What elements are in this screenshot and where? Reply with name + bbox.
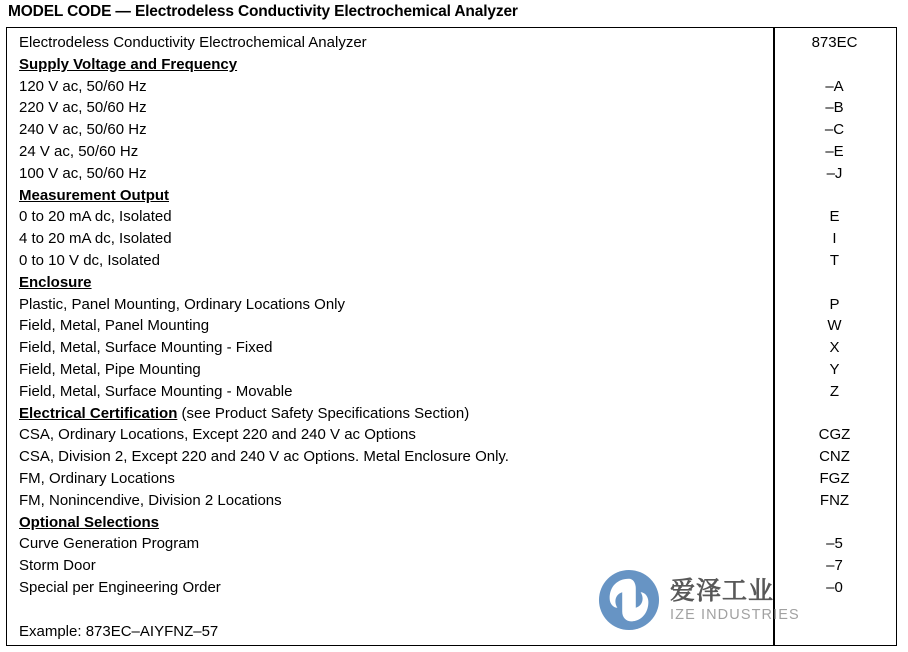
option-description: 100 V ac, 50/60 Hz	[19, 164, 147, 182]
option-code: 873EC	[811, 34, 858, 51]
option-description: Field, Metal, Surface Mounting - Movable	[19, 382, 293, 400]
section-heading-label	[19, 54, 237, 76]
option-code: I	[832, 230, 837, 248]
option-description: CSA, Division 2, Except 220 and 240 V ac Options. Metal Enclosure Only.	[19, 448, 509, 466]
option-code: P	[829, 295, 840, 313]
table-row	[7, 381, 896, 403]
table-row	[7, 206, 896, 228]
table-row	[7, 446, 896, 468]
section-heading-label	[19, 512, 159, 534]
option-code: Z	[829, 382, 840, 400]
section-heading-note: (see Product Safety Specifications Section)	[177, 404, 470, 422]
table-row	[7, 424, 896, 446]
page-title: MODEL CODE — Electrodeless Conductivity Electrochemical Analyzer	[8, 3, 518, 20]
option-code: –5	[826, 535, 843, 553]
table-body	[7, 32, 896, 642]
option-code: CGZ	[818, 426, 851, 444]
option-description: Special per Engineering Order	[19, 578, 221, 596]
section-heading-text: Supply Voltage and Frequency	[19, 55, 238, 73]
option-description: 4 to 20 mA dc, Isolated	[19, 230, 172, 248]
table-spacer-row	[7, 599, 896, 621]
section-heading-text: Enclosure	[19, 273, 92, 291]
table-row	[7, 32, 896, 54]
table-row	[7, 119, 896, 141]
watermark-english-text: IZE INDUSTRIES	[670, 606, 800, 623]
table-row	[7, 250, 896, 272]
table-row	[7, 141, 896, 163]
table-row	[7, 76, 896, 98]
table-row	[7, 490, 896, 512]
option-description: Field, Metal, Surface Mounting - Fixed	[19, 339, 273, 357]
option-description: Storm Door	[19, 557, 96, 575]
option-description: FM, Nonincendive, Division 2 Locations	[19, 491, 282, 509]
table-row	[7, 337, 896, 359]
option-code: X	[829, 339, 840, 357]
option-description: 0 to 10 V dc, Isolated	[19, 251, 160, 269]
table-row	[7, 294, 896, 316]
section-heading-label	[19, 403, 469, 425]
option-description: 24 V ac, 50/60 Hz	[19, 142, 139, 160]
table-row	[7, 533, 896, 555]
table-row	[7, 97, 896, 119]
option-code: –B	[825, 99, 844, 117]
table-section-heading-row	[7, 403, 896, 425]
table-row	[7, 468, 896, 490]
option-description: 0 to 20 mA dc, Isolated	[19, 208, 172, 226]
option-code: –A	[825, 77, 844, 95]
section-heading-text: Measurement Output	[19, 186, 170, 204]
option-description: FM, Ordinary Locations	[19, 469, 175, 487]
table-section-heading-row	[7, 512, 896, 534]
option-code: FNZ	[819, 491, 850, 509]
table-row	[7, 621, 896, 643]
option-code: CNZ	[819, 448, 850, 466]
option-description: Curve Generation Program	[19, 535, 200, 553]
option-description: Plastic, Panel Mounting, Ordinary Locations Only	[19, 295, 345, 313]
option-code: FGZ	[819, 469, 850, 487]
option-code: –J	[826, 164, 843, 182]
section-heading-label	[19, 185, 169, 207]
option-description: 120 V ac, 50/60 Hz	[19, 77, 147, 95]
option-description: 220 V ac, 50/60 Hz	[19, 99, 147, 117]
table-section-heading-row	[7, 272, 896, 294]
section-heading-text: Electrical Certification	[19, 404, 178, 422]
model-code-table	[6, 27, 897, 646]
option-description: CSA, Ordinary Locations, Except 220 and 240 V ac Options	[19, 426, 416, 444]
option-code: –7	[826, 557, 843, 575]
option-description: 240 V ac, 50/60 Hz	[19, 121, 147, 139]
table-row	[7, 228, 896, 250]
table-row	[7, 577, 896, 599]
table-row	[7, 315, 896, 337]
option-description: Field, Metal, Panel Mounting	[19, 317, 210, 335]
option-code: –C	[824, 121, 845, 139]
option-code: T	[829, 251, 840, 269]
table-row	[7, 555, 896, 577]
section-heading-text: Optional Selections	[19, 513, 160, 531]
option-code: Y	[829, 360, 840, 378]
option-description: Electrodeless Conductivity Electrochemical Analyzer	[19, 34, 367, 51]
option-code: –E	[825, 142, 844, 160]
option-code: E	[829, 208, 840, 226]
option-description: Field, Metal, Pipe Mounting	[19, 360, 201, 378]
option-description: Example: 873EC–AIYFNZ–57	[19, 622, 219, 640]
option-code: –0	[826, 578, 843, 596]
option-code: W	[827, 317, 842, 335]
section-heading-label	[19, 272, 92, 294]
watermark-chinese-text: 爱泽工业	[670, 575, 775, 605]
table-row	[7, 359, 896, 381]
table-section-heading-row	[7, 54, 896, 76]
table-row	[7, 163, 896, 185]
table-section-heading-row	[7, 185, 896, 207]
